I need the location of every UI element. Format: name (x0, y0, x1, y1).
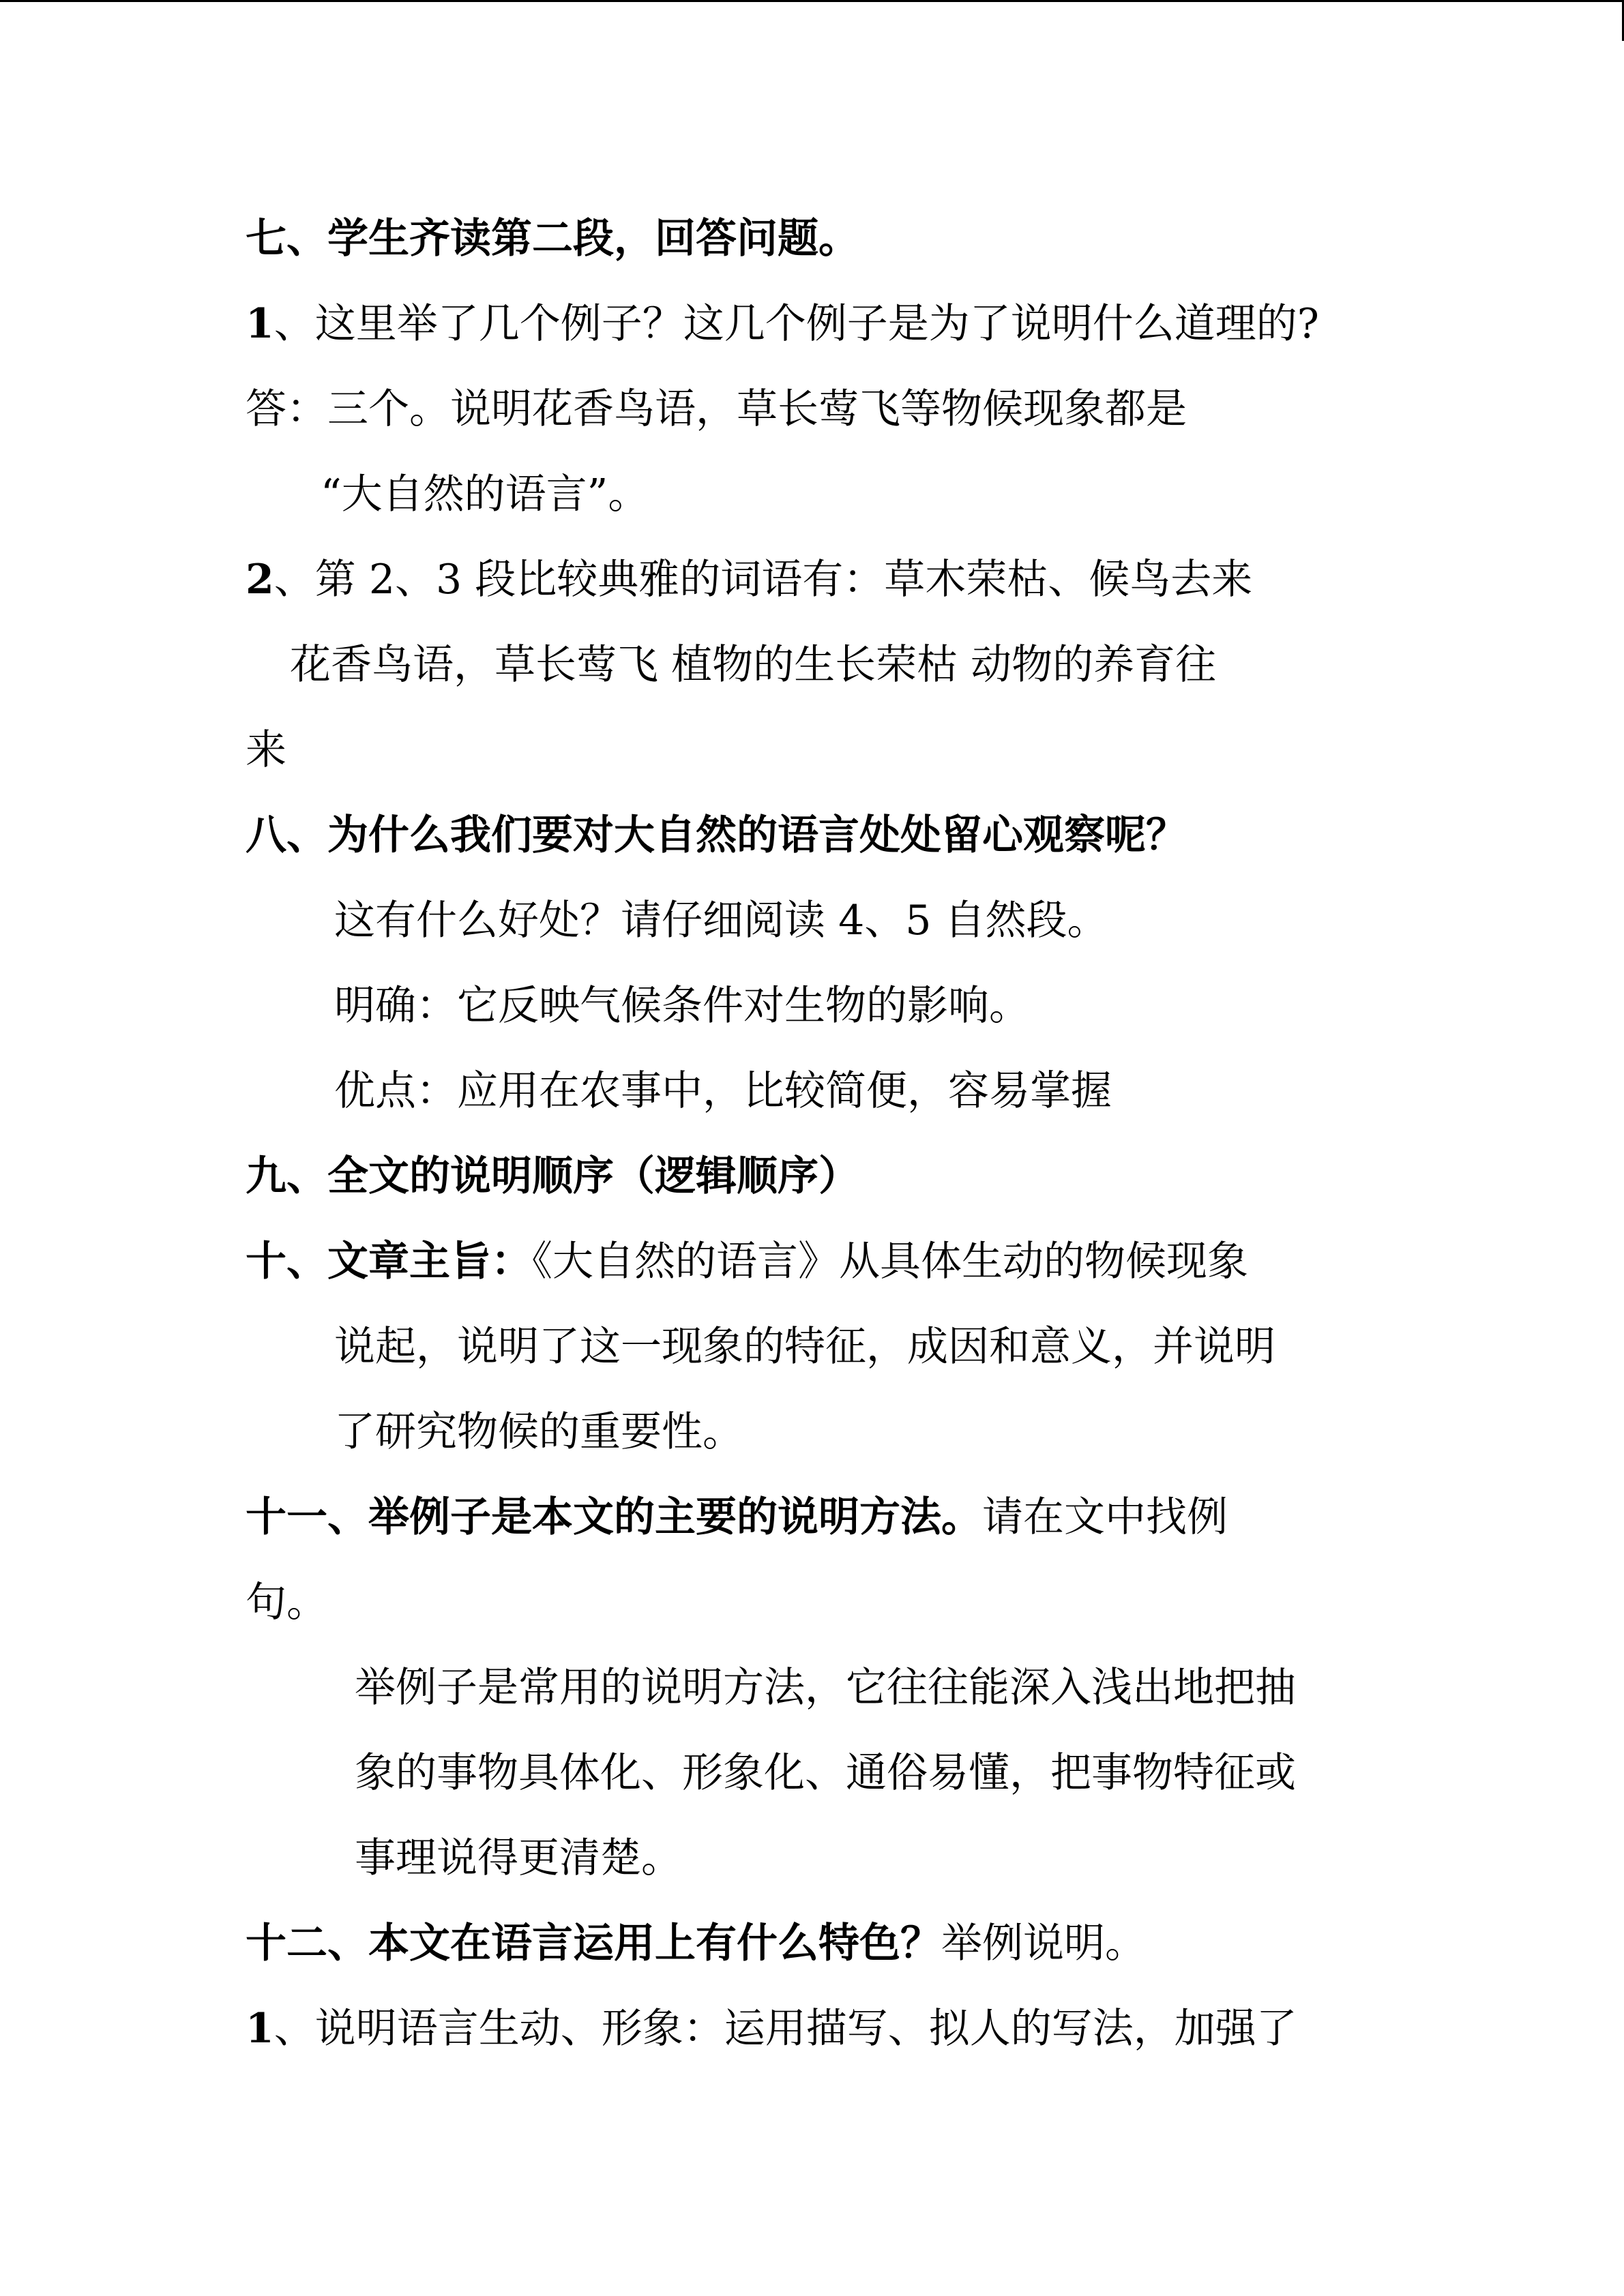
phrase-list (290, 641, 1216, 689)
line-bold: 十二、本文在语言运用上有什么特色？ (246, 1920, 941, 1967)
line-text: 句。 (246, 1579, 327, 1626)
line-text: 、第 2、3 段比较典雅的词语有：草木荣枯、候鸟去来 (274, 556, 1253, 603)
heading-section-12 (246, 1920, 1146, 1967)
question-1 (246, 300, 1319, 348)
section-11-continued (246, 1579, 327, 1626)
section-12-point-1 (246, 2005, 1297, 2053)
line-text: 说起，说明了这一现象的特征，成因和意义，并说明 (334, 1323, 1275, 1371)
section-11-explanation (355, 1664, 1296, 1712)
line-text: 明确：它反映气候条件对生物的影响。 (334, 982, 1030, 1030)
line-bold: 1 (246, 2005, 274, 2053)
line-text: “大自然的语言”。 (321, 471, 649, 518)
line-text: 请在文中找例 (982, 1493, 1228, 1541)
line-text: 事理说得更清楚。 (355, 1834, 682, 1882)
line-text: 《大自然的语言》从具体生动的物候现象 (532, 1238, 1248, 1285)
heading-section-9 (246, 1152, 859, 1200)
section-8-clarification (334, 982, 1030, 1030)
heading-section-10 (246, 1238, 1248, 1285)
line-text: 了研究物候的重要性。 (334, 1408, 743, 1456)
section-8-advantage (334, 1067, 1112, 1115)
line-text: 举例子是常用的说明方法，它往往能深入浅出地把抽 (355, 1664, 1296, 1712)
line-bold: 十一、举例子是本文的主要的说明方法。 (246, 1493, 982, 1541)
line-bold: 2 (246, 556, 274, 603)
section-8-prompt (334, 897, 1108, 944)
heading-section-11 (246, 1493, 1228, 1541)
line-bold: 八、为什么我们要对大自然的语言处处留心观察呢？ (246, 811, 1187, 859)
line-text: 、说明语言生动、形象：运用描写、拟人的写法，加强了 (274, 2005, 1297, 2053)
heading-section-7 (246, 215, 859, 263)
line-text: 这有什么好处？请仔细阅读 4、5 自然段。 (334, 897, 1108, 944)
answer-1 (246, 385, 1187, 433)
line-bold: 1 (246, 300, 274, 348)
line-text: 花香鸟语，草长莺飞 植物的生长荣枯 动物的养育往 (290, 641, 1217, 689)
line-text: 象的事物具体化、形象化、通俗易懂，把事物特征或 (355, 1749, 1296, 1797)
line-bold: 十、文章主旨： (246, 1238, 532, 1285)
line-text: 答：三个。说明花香鸟语，草长莺飞等物候现象都是 (246, 385, 1187, 433)
answer-1-continued (321, 471, 649, 518)
phrase-list-continued (246, 726, 286, 774)
line-bold: 七、学生齐读第二段，回答问题。 (246, 215, 859, 263)
line-text: 优点：应用在农事中，比较简便，容易掌握 (334, 1067, 1112, 1115)
question-2 (246, 556, 1252, 603)
line-text: 、这里举了几个例子？这几个例子是为了说明什么道理的? (274, 300, 1319, 348)
line-bold: 九、全文的说明顺序（逻辑顺序） (246, 1152, 859, 1200)
section-11-explanation-3 (355, 1834, 682, 1882)
line-text: 举例说明。 (941, 1920, 1146, 1967)
page-top-border (0, 0, 1624, 2)
section-10-text-continued (334, 1408, 743, 1456)
section-11-explanation-2 (355, 1749, 1296, 1797)
section-10-text (334, 1323, 1275, 1371)
line-text: 来 (246, 726, 286, 774)
heading-section-8 (246, 811, 1187, 859)
